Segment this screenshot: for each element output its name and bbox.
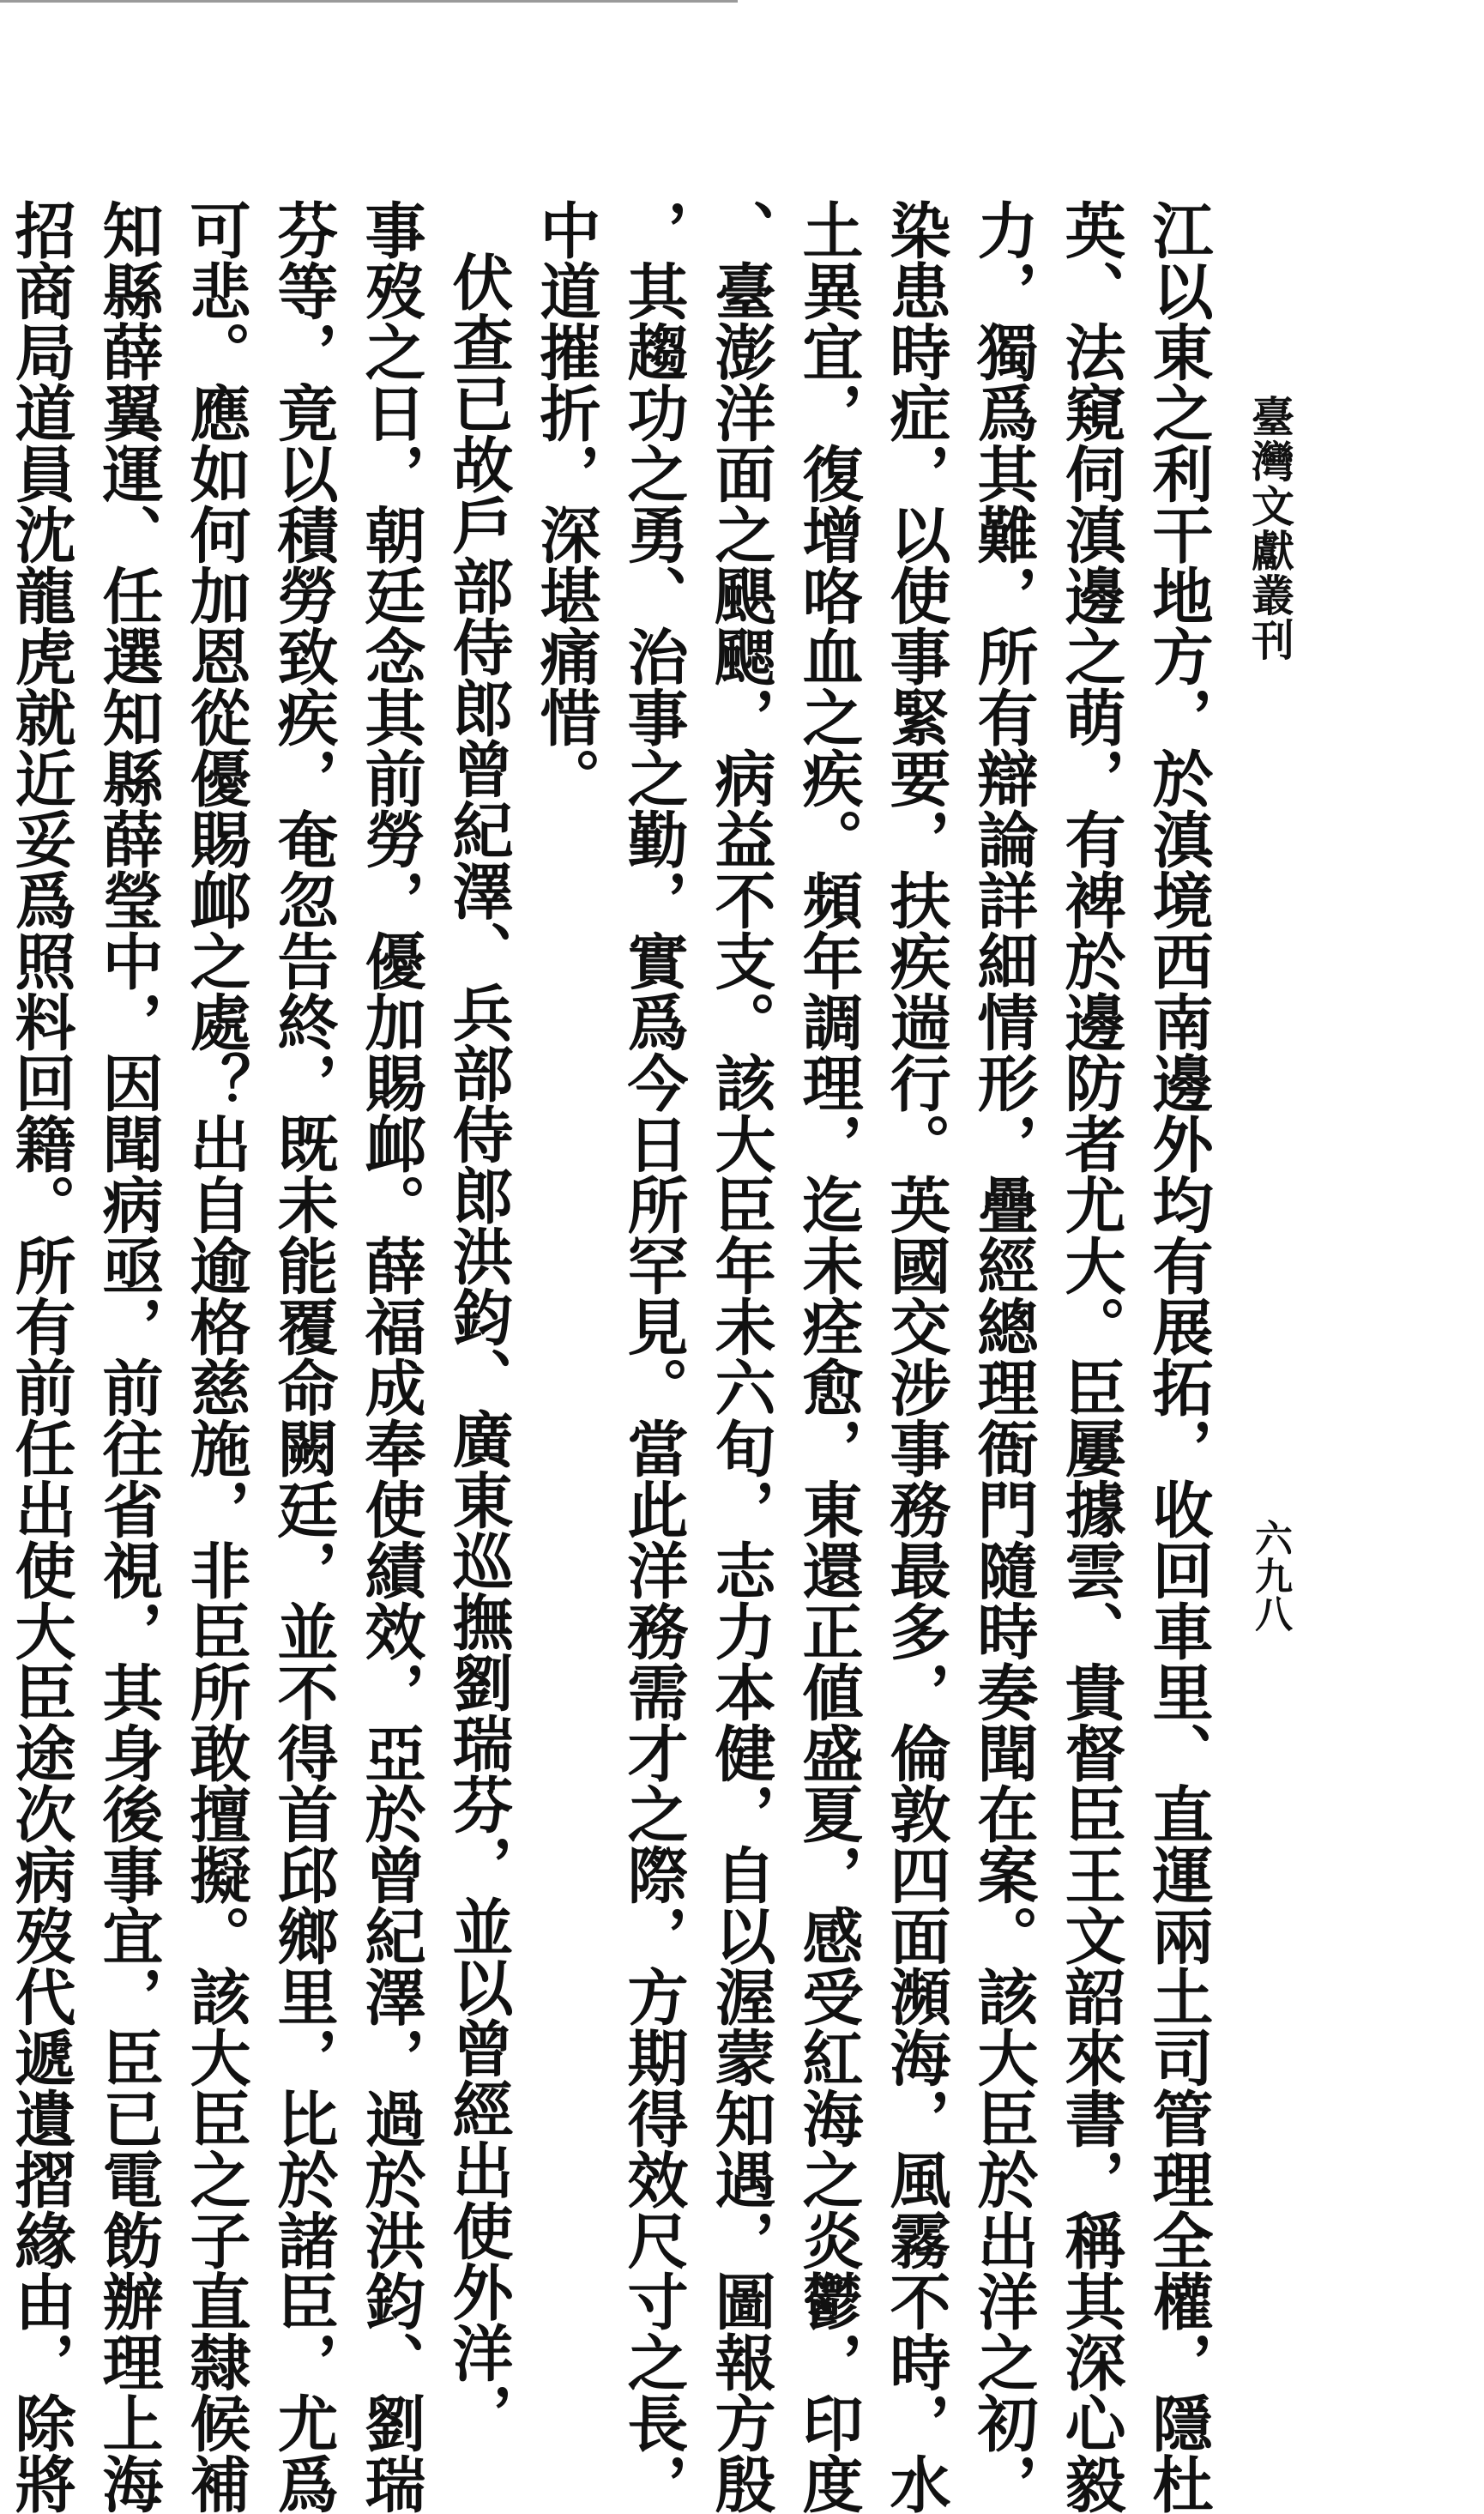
- text-column: 芬等，竟以積勞致疾，奄忽告終，既未能覆命闕廷，並不得首邱鄉里，比於諸臣，尤爲: [268, 199, 340, 2514]
- text-column: ，其趨功之勇、治事之勤，實爲今日所罕見。當此洋務需才之際，方期得效尺寸之長，: [618, 199, 690, 2514]
- text-column: 土異宜，復增咯血之疾。頻年調理，迄未痊愈，東還正値盛夏，感受紅海之炎鬱，印度: [793, 199, 865, 2514]
- text-column: 、臺澎洋面之颶颸，病益不支。該大臣年未六旬，志力本健，自以渥蒙知遇，圖報方殷: [705, 199, 777, 2514]
- memorial-body-text: [5, 199, 1215, 2514]
- text-column: 可悲。應如何加恩從優賜䘏之處？出自逾格慈施，非臣所敢擅擬。該大臣之子直隸候補: [180, 199, 252, 2514]
- text-column: 中道摧折，深堪痛惜。: [530, 199, 602, 808]
- text-column: 染患時症，以使事緊要，扶疾遄行。英國交涉事務最多，倫敦四面瀕海，風霧不時，水: [880, 199, 952, 2514]
- text-column: 事歿之日，朝廷念其前勞，優加賜䘏。薛福成奉使績效，亞於曾紀澤，過於洪鈞、劉瑞: [355, 199, 427, 2514]
- text-column: 招商局道員沈龍虎就近妥爲照料回籍。所有前任出使大臣途次病歿代遞遺摺緣由，除將: [5, 199, 77, 2514]
- page-number: 六九八: [1248, 1519, 1292, 1632]
- text-column: 江以東之利干地方，於滇境西南邊外均有展拓，收回車里、直運兩土司管理全權，隱杜: [1143, 199, 1215, 2514]
- text-column-paragraph-start: 伏查已故戶部侍郎曾紀澤、兵部侍郎洪鈞、廣東巡撫劉瑞芬，並以曾經出使外洋，: [443, 251, 515, 2444]
- scan-edge-line: [0, 0, 738, 3]
- text-column: 英、法窺伺滇邊之萌，有裨於邊防者尤大。臣屢據雲、貴督臣王文韶來書，稱其深心毅: [1055, 199, 1127, 2514]
- text-column: 力，獨爲其難，所有辯論詳細情形，疊經總理衙門隨時奏聞在案。該大臣於出洋之初，: [968, 199, 1040, 2514]
- text-column: 知縣薛翼運、任選知縣薛瑩中，因聞病亟，前往省視，其身後事宜，臣已電飭辦理上海: [93, 199, 165, 2514]
- running-header-title: 臺灣文獻叢刊: [1245, 395, 1295, 662]
